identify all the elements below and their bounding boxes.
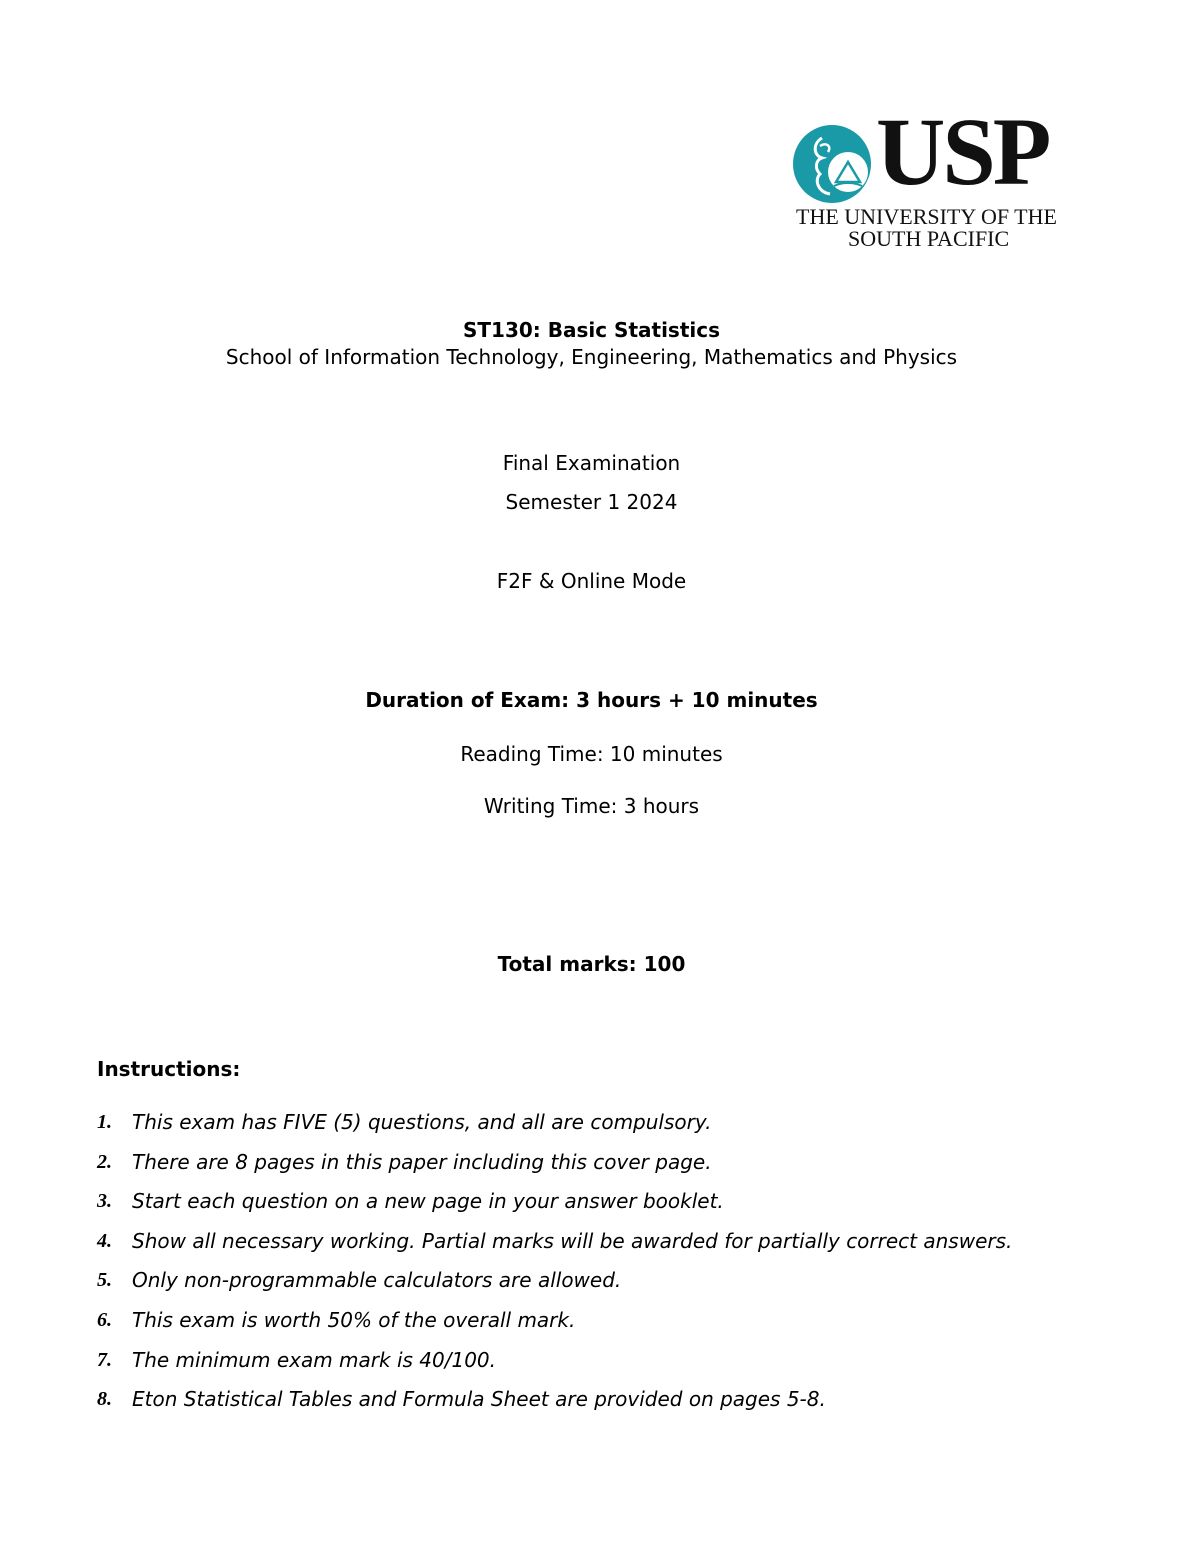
instruction-number: 4. [97,1229,112,1252]
usp-logo-mark: USP [876,98,1049,205]
instruction-text: The minimum exam mark is 40/100. [132,1347,497,1372]
usp-logo-line1: THE UNIVERSITY OF THE [796,204,1057,229]
usp-logo-line2: SOUTH PACIFIC [848,226,1010,251]
instruction-item [97,1389,1097,1429]
instruction-item [97,1270,1097,1310]
instruction-number: 5. [97,1269,112,1292]
instruction-item [97,1307,1097,1350]
exam-type: Final Examination [502,451,681,475]
exam-mode: F2F & Online Mode [496,569,687,593]
instruction-text: Eton Statistical Tables and Formula Sheet are provided on pages 5-8. [132,1387,826,1412]
instruction-item [97,1191,1097,1231]
course-title: ST130: Basic Statistics [462,318,721,342]
instruction-text: This exam has FIVE (5) questions, and all are compulsory. [132,1110,712,1134]
school-name: School of Information Technology, Engineering, Mathematics and Physics [225,345,958,369]
instruction-item [97,1228,1097,1271]
instruction-item [97,1149,1097,1192]
instruction-number: 8. [97,1388,112,1411]
instruction-text: Only non-programmable calculators are allowed. [132,1268,622,1293]
instructions-heading: Instructions: [97,1057,241,1081]
instruction-text: This exam is worth 50% of the overall mark. [132,1307,576,1332]
reading-time: Reading Time: 10 minutes [460,742,723,766]
usp-logo [790,98,1080,255]
usp-emblem-icon [792,124,872,204]
instructions-list [97,1112,1097,1429]
instruction-number: 7. [97,1348,112,1371]
writing-time: Writing Time: 3 hours [483,794,700,818]
instruction-number: 6. [97,1308,112,1331]
instruction-item [97,1347,1097,1390]
instruction-number: 2. [97,1150,112,1173]
total-marks: Total marks: 100 [497,952,686,976]
instruction-number: 1. [97,1111,112,1133]
instruction-text: Show all necessary working. Partial marks will be awarded for partially correct answers. [132,1228,1013,1253]
instruction-text: Start each question on a new page in your answer booklet. [132,1189,724,1214]
instruction-number: 3. [97,1190,112,1213]
exam-semester: Semester 1 2024 [505,490,678,514]
exam-duration: Duration of Exam: 3 hours + 10 minutes [365,688,818,712]
instruction-item [97,1112,1097,1152]
instruction-text: There are 8 pages in this paper including this cover page. [132,1149,712,1174]
